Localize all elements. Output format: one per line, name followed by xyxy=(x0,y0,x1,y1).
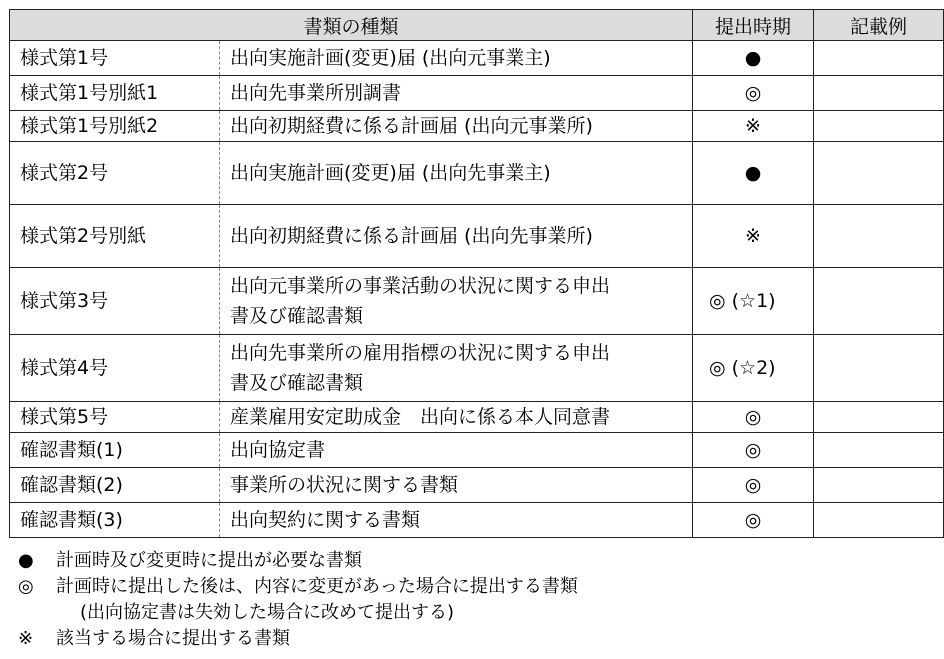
table-row xyxy=(10,111,944,142)
header-submission-timing: 提出時期 xyxy=(693,10,814,41)
document-name: 産業雇用安定助成金 出向に係る本人同意書 xyxy=(220,402,693,433)
form-number: 様式第3号 xyxy=(10,268,220,335)
example-cell xyxy=(814,142,944,205)
form-number: 様式第1号別紙2 xyxy=(10,111,220,142)
document-name xyxy=(220,268,693,335)
example-cell xyxy=(814,433,944,468)
submission-timing: ◎ xyxy=(693,402,814,433)
document-name: 事業所の状況に関する書類 xyxy=(220,468,693,503)
legend-item xyxy=(18,574,578,600)
document-name-line1: 出向先事業所の雇用指標の状況に関する申出 xyxy=(230,342,611,364)
document-name: 出向初期経費に係る計画届 (出向先事業所) xyxy=(220,205,693,268)
submission-timing: ※ xyxy=(693,111,814,142)
example-cell xyxy=(814,268,944,335)
form-number: 様式第4号 xyxy=(10,335,220,402)
document-name-line2: 書及び確認書類 xyxy=(230,305,364,327)
document-name: 出向実施計画(変更)届 (出向元事業主) xyxy=(220,41,693,76)
table-row xyxy=(10,76,944,111)
legend-text: 計画時に提出した後は、内容に変更があった場合に提出する書類 xyxy=(56,576,578,597)
example-cell xyxy=(814,503,944,538)
example-cell xyxy=(814,111,944,142)
legend-symbol: ◎ xyxy=(18,576,34,597)
legend-note: (出向協定書は失効した場合に改めて提出する) xyxy=(80,602,455,623)
form-number: 確認書類(1) xyxy=(10,433,220,468)
header-document-type: 書類の種類 xyxy=(10,10,693,41)
legend xyxy=(18,548,578,652)
document-name: 出向協定書 xyxy=(220,433,693,468)
legend-symbol: ● xyxy=(18,550,34,571)
legend-item xyxy=(18,626,578,652)
form-number: 確認書類(2) xyxy=(10,468,220,503)
submission-timing: ◎ xyxy=(693,76,814,111)
example-cell xyxy=(814,41,944,76)
header-example: 記載例 xyxy=(814,10,944,41)
submission-timing: ◎ xyxy=(693,433,814,468)
submission-timing: ◎ (☆1) xyxy=(693,268,814,335)
document-name: 出向初期経費に係る計画届 (出向元事業所) xyxy=(220,111,693,142)
form-number: 様式第5号 xyxy=(10,402,220,433)
table-row xyxy=(10,433,944,468)
submission-timing: ◎ xyxy=(693,503,814,538)
document-name: 出向先事業所別調書 xyxy=(220,76,693,111)
example-cell xyxy=(814,205,944,268)
form-number: 様式第1号 xyxy=(10,41,220,76)
submission-timing: ◎ xyxy=(693,468,814,503)
example-cell xyxy=(814,335,944,402)
legend-text: 計画時及び変更時に提出が必要な書類 xyxy=(56,550,362,571)
table-row xyxy=(10,142,944,205)
form-number: 様式第1号別紙1 xyxy=(10,76,220,111)
table-row xyxy=(10,41,944,76)
legend-item xyxy=(18,600,578,626)
document-name xyxy=(220,335,693,402)
table-row xyxy=(10,402,944,433)
document-name: 出向契約に関する書類 xyxy=(220,503,693,538)
legend-symbol: ※ xyxy=(18,628,34,649)
document-name-line1: 出向元事業所の事業活動の状況に関する申出 xyxy=(230,275,611,297)
form-number: 様式第2号 xyxy=(10,142,220,205)
legend-item xyxy=(18,548,578,574)
table-row xyxy=(10,335,944,402)
table-row xyxy=(10,468,944,503)
submission-timing: ◎ (☆2) xyxy=(693,335,814,402)
documents-table xyxy=(9,9,944,538)
example-cell xyxy=(814,76,944,111)
table-row xyxy=(10,205,944,268)
table-row xyxy=(10,503,944,538)
form-number: 確認書類(3) xyxy=(10,503,220,538)
table-header-row xyxy=(10,10,944,41)
submission-timing: ※ xyxy=(693,205,814,268)
document-name-line2: 書及び確認書類 xyxy=(230,372,364,394)
form-number: 様式第2号別紙 xyxy=(10,205,220,268)
example-cell xyxy=(814,402,944,433)
table-row xyxy=(10,268,944,335)
document-name: 出向実施計画(変更)届 (出向先事業主) xyxy=(220,142,693,205)
legend-text: 該当する場合に提出する書類 xyxy=(56,628,290,649)
example-cell xyxy=(814,468,944,503)
submission-timing: ● xyxy=(693,142,814,205)
submission-timing: ● xyxy=(693,41,814,76)
